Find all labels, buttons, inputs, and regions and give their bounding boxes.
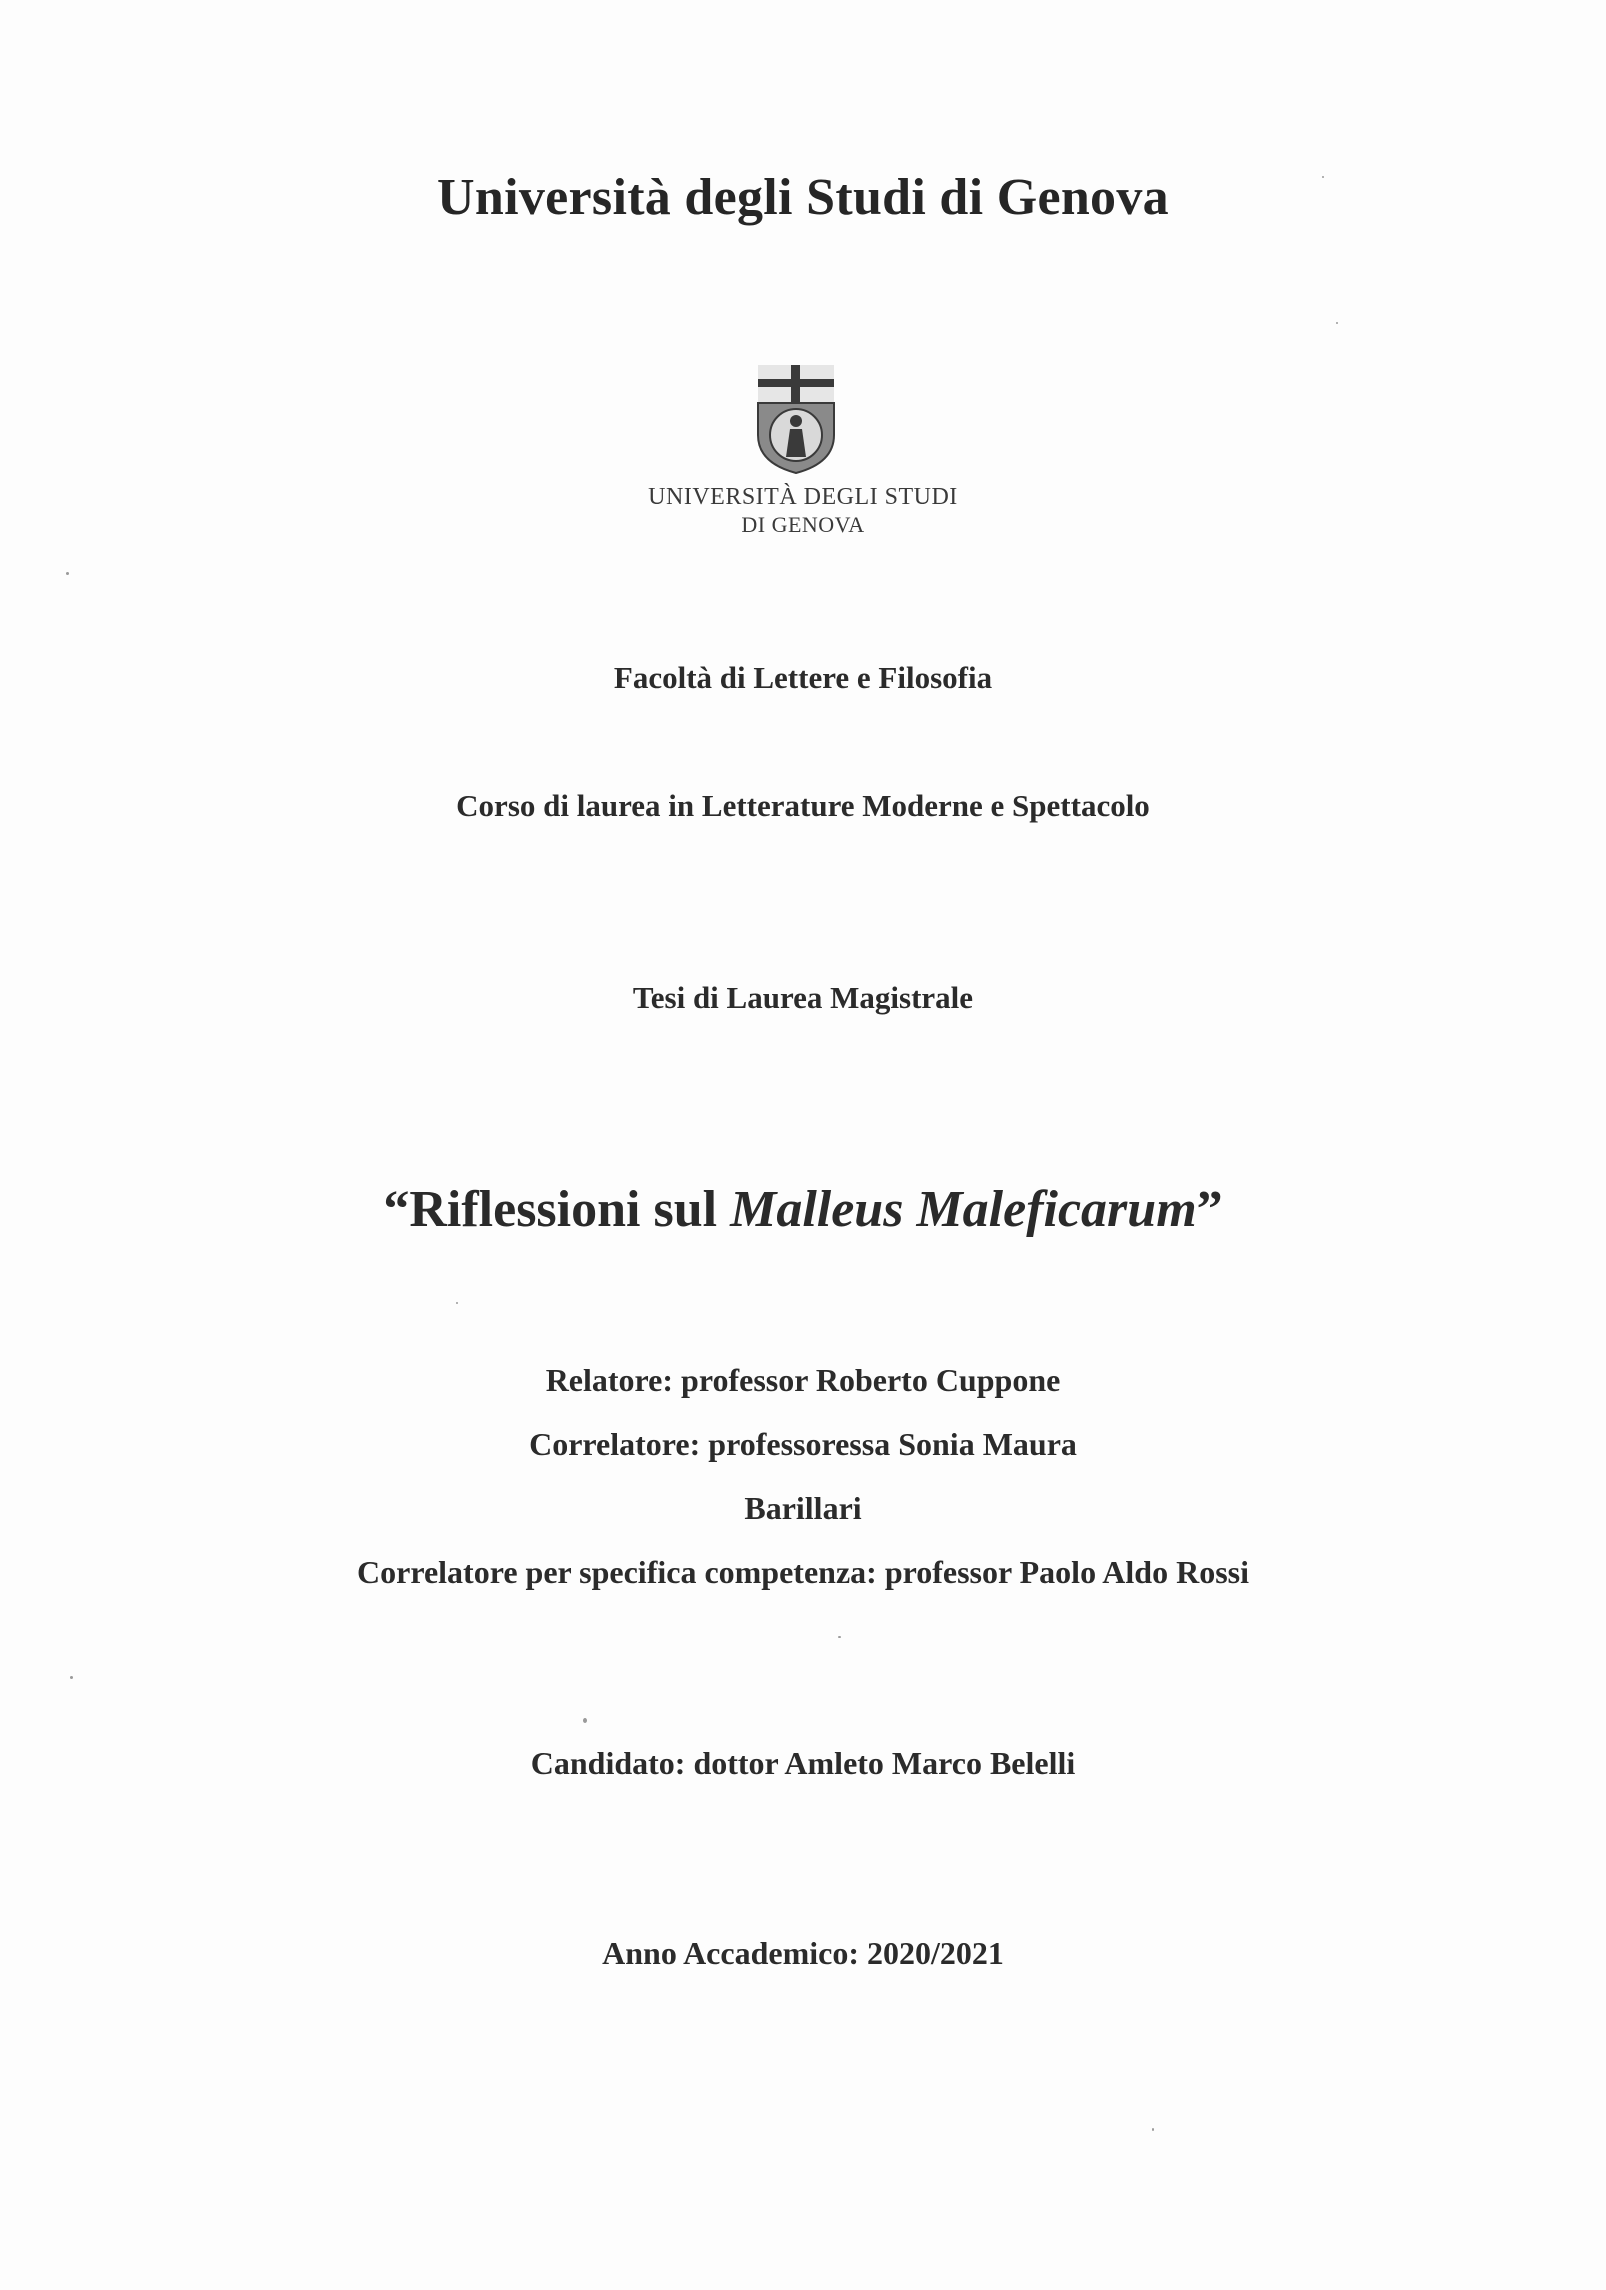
scan-speck <box>70 1676 73 1679</box>
scan-speck <box>583 1718 587 1723</box>
title-close-quote: ” <box>1196 1181 1223 1238</box>
thesis-type: Tesi di Laurea Magistrale <box>632 980 974 1015</box>
logo-text-line-1: UNIVERSITÀ DEGLI STUDI <box>648 484 958 510</box>
scan-speck <box>456 1302 458 1304</box>
title-open-quote: “ <box>383 1181 410 1238</box>
candidate-line: Candidato: dottor Amleto Marco Belelli <box>530 1745 1076 1781</box>
correlatore-line-1: Correlatore: professoressa Sonia Maura <box>529 1426 1077 1462</box>
title-plain: Riflessioni sul <box>409 1181 731 1238</box>
scan-speck <box>1152 2128 1154 2131</box>
scan-speck <box>1322 176 1324 178</box>
correlatore-spec-line: Correlatore per specifica competenza: professor Paolo Aldo Rossi <box>357 1554 1249 1590</box>
thesis-title <box>0 1180 1606 1239</box>
academic-year-line: Anno Accademico: 2020/2021 <box>602 1935 1004 1971</box>
title-italic: Malleus Maleficarum <box>730 1181 1197 1238</box>
course-name: Corso di laurea in Letterature Moderne e Spettacolo <box>456 788 1150 823</box>
scan-speck <box>838 1636 841 1638</box>
scan-speck <box>1336 322 1338 324</box>
logo-text-line-2: DI GENOVA <box>741 512 865 537</box>
university-title: Università degli Studi di Genova <box>437 169 1169 226</box>
faculty-name: Facoltà di Lettere e Filosofia <box>613 660 993 695</box>
university-seal-logo <box>754 365 838 475</box>
relatore-line: Relatore: professor Roberto Cuppone <box>545 1362 1061 1398</box>
correlatore-line-2: Barillari <box>744 1490 862 1526</box>
scan-speck <box>66 572 69 575</box>
